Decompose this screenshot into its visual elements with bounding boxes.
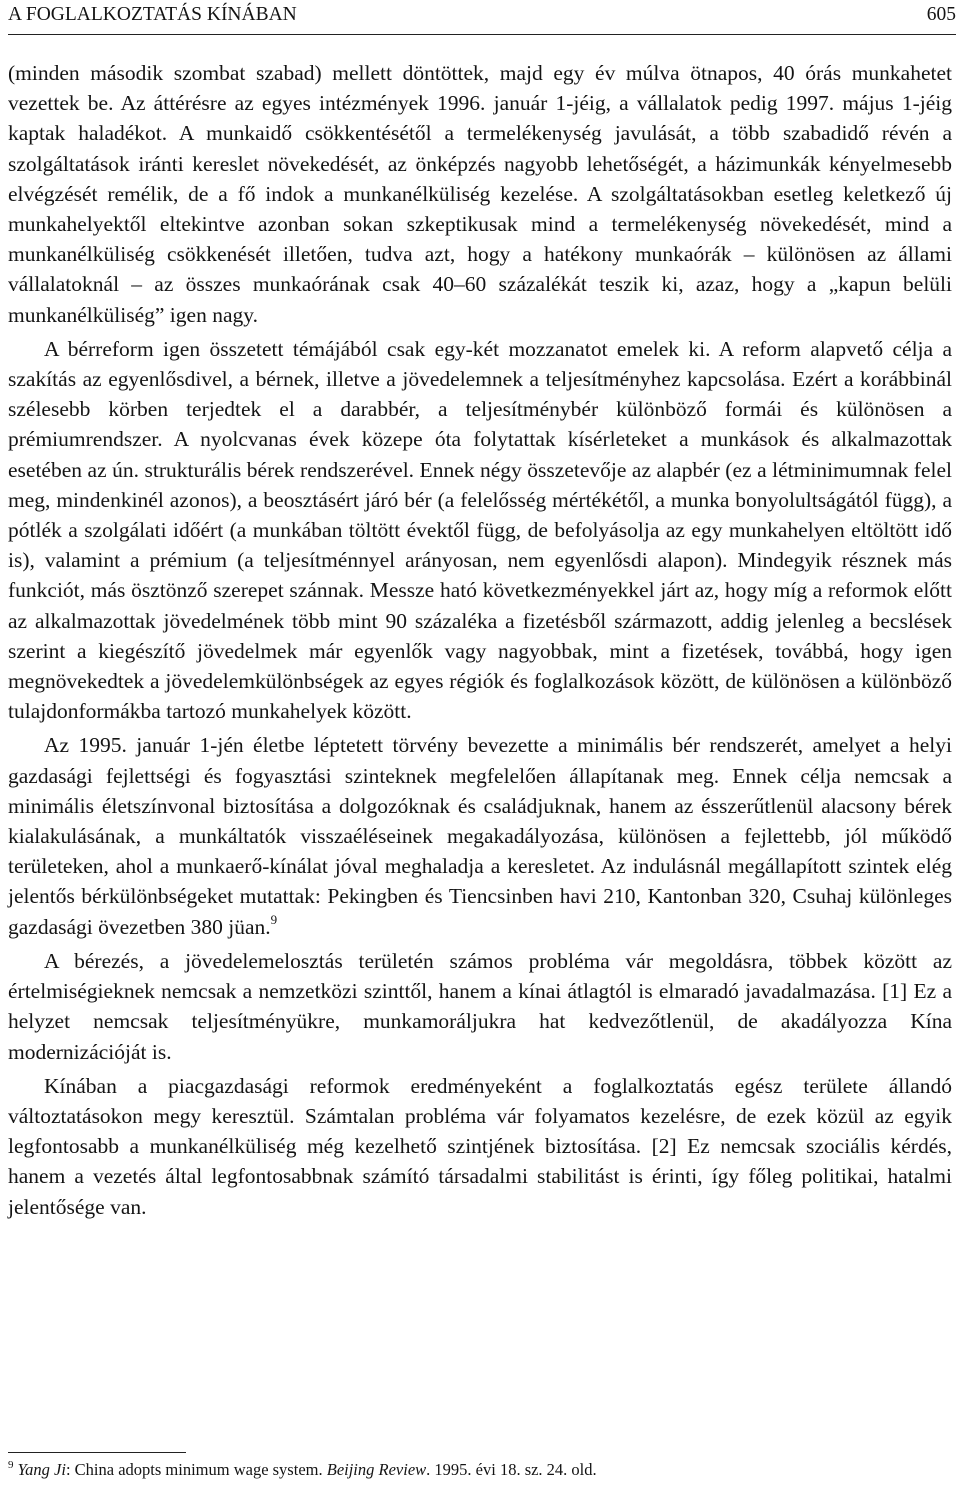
paragraph-5-text: Kínában a piacgazdasági reformok eredményeként a foglalkoztatás egész területe állandó változtatásokon megy keresztül. Számtalan probléma vár folyamatos kezelésre, de ezek közül az egyik legfontosabb a munkanélküliség még kezelhető szintjének biztosítása. [2] Ez nemcsak szociális kérdés, hanem a vezetés által legfontosabbnak számító társadalmi stabilitást is érinti, így főleg politikai, hatalmi jelentősége van.: [8, 1073, 952, 1219]
paragraph-1: [8, 58, 952, 330]
paragraph-5: [8, 1071, 952, 1222]
paragraph-3-text: Az 1995. január 1-jén életbe léptetett törvény bevezette a minimális bér rendszerét, amelyet a helyi gazdasági fejlettségi és fogyasztási szinteknek megfelelően állapítanak meg. Ennek célja nemcsak a minimális életszínvonal biztosítása a dolgozóknak és családjuknak, hanem az ésszerűtlenül alacsony bérek kialakulásának, a munkáltatók visszaéléseinek megakadályozása, különösen a fejlettebb, jól működő területeken, ahol a munkaerő-kínálat jóval meghaladja a keresletet. Az indulásnál megállapított szintek elég jelentős bérkülönbségeket mutattak: Pekingben és Tiencsinben havi 210, Kantonban 320, Csuhaj különleges gazdasági övezetben 380 jüan.: [8, 733, 952, 939]
paragraph-3: [8, 730, 952, 941]
paragraph-2: [8, 334, 952, 727]
footnote-reference[interactable]: 9: [270, 911, 278, 927]
footnote-title: : China adopts minimum wage system.: [65, 1460, 327, 1479]
running-header: [8, 0, 956, 35]
footnote-number: 9: [8, 1459, 14, 1471]
body-text: [8, 58, 952, 1226]
paragraph-2-text: A bérreform igen összetett témájából csak egy-két mozzanatot emelek ki. A reform alapvető célja a szakítás az egyenlősdivel, a bérnek, illetve a jövedelemnek a teljesítményhez kapcsolása. Ezért a korábbinál szélesebb körben terjedtek el a darabbér, a teljesítménybér különböző formái és különösen a prémiumrendszer. A nyolcvanas évek közepe óta folytattak kísérleteket a munkások és alkalmazottak esetében az ún. strukturális bérek rendszerével. Ennek négy összetevője az alapbér (ez a létminimumnak felel meg, mindenkinél azonos), a beosztásért járó bér (a felelősség mértékétől, a munka bonyolultságától függ), a pótlék a szolgálati időért (a munkában töltött évektől függ, de befolyásolja az egy munkahelyen eltöltött idő is), valamint a prémium (a teljesítménnyel arányosan, nem egyenlősdi alapon). Mindegyik résznek más funkciót, más ösztönző szerepet szánnak. Messze ható következményekkel járt az, hogy míg a reformok előtt az alkalmazottak jövedelmének több mint 90 százaléka a fizetésből származott, addig jelenleg a becslések szerint a kiegészítő jövedelmek már egyenlők vagy nagyobbak, mint a fizetések, továbbá, hogy igen megnövekedtek a jövedelemkülönbségek az egyes régiók és foglalkozások között, de különösen a különböző tulajdonformákba tartozó munkahelyek között.: [8, 336, 952, 724]
paragraph-4: [8, 946, 952, 1067]
footnote-author: Yang Ji: [17, 1460, 66, 1479]
paragraph-4-text: A bérezés, a jövedelemelosztás területén számos probléma vár megoldásra, többek között az értelmiségieknek nemcsak a nemzetközi szinttől, hanem a kínai átlagtól is elmaradó javadalmazása. [1] Ez a helyzet nemcsak teljesítményükre, munkamoráljukra hat kedvezőtlenül, de akadályozza Kína modernizációját is.: [8, 948, 952, 1064]
footnote-journal: Beijing Review: [326, 1460, 427, 1479]
footnote-divider: [8, 1452, 186, 1453]
footnote-citation: . 1995. évi 18. sz. 24. old.: [426, 1460, 597, 1479]
page-number: 605: [926, 4, 956, 25]
running-title: A FOGLALKOZTATÁS KÍNÁBAN: [8, 4, 297, 25]
paragraph-1-text: (minden második szombat szabad) mellett döntöttek, majd egy év múlva ötnapos, 40 órás munkahetet vezettek be. Az áttérésre az egyes intézmények 1996. január 1-jéig, a vállalatok pedig 1997. május 1-jéig kaptak haladékot. A munkaidő csökkentésétől a termelékenység javulását, a több szabadidő révén a szolgáltatások iránti kereslet növekedését, az önképzés nagyobb lehetőségét, a házimunkák kényelmesebb elvégzését remélik, de a fő indok a munkanélküliség kezelése. A szolgáltatásokban esetleg keletkező új munkahelyektől eltekintve azonban sokan szkeptikusak mind a termelékenység növekedését, mind a munkanélküliség csökkenését illetően, tudva azt, hogy a hatékony munkaórák – különösen az állami vállalatoknál – az összes munkaórának csak 40–60 százalékát teszik ki, azaz, hogy a „kapun belüli munkanélküliség” igen nagy.: [8, 61, 952, 327]
footnote: [8, 1458, 952, 1484]
